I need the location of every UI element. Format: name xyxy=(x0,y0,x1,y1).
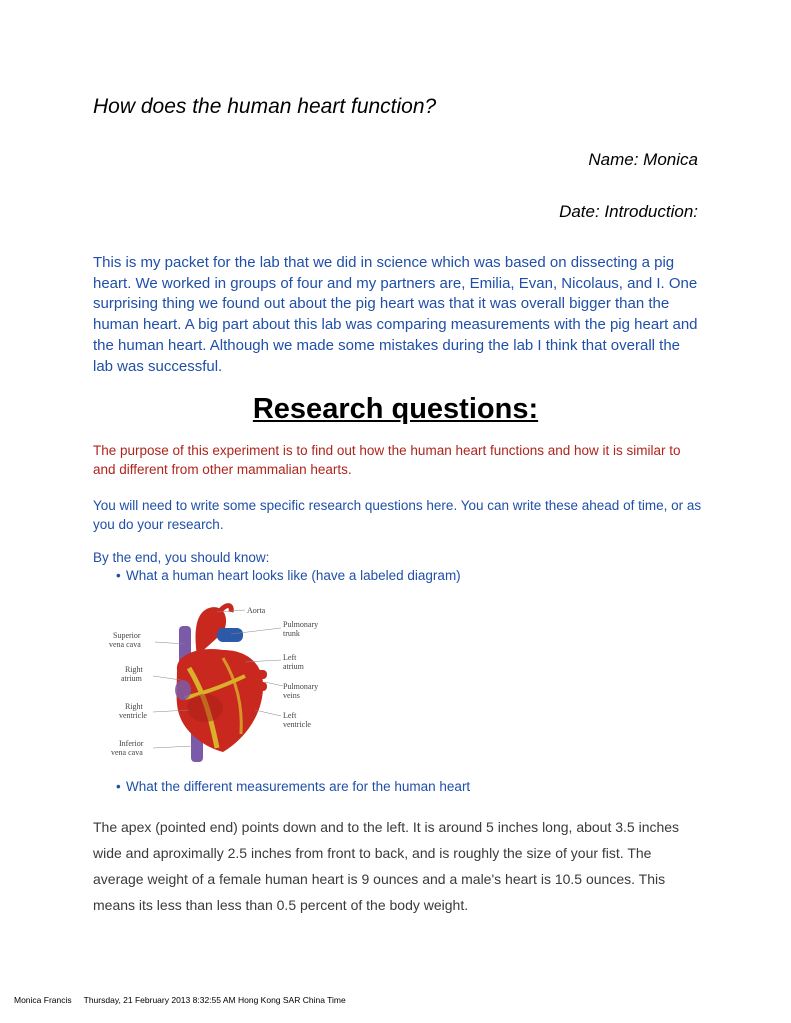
svg-text:Pulmonarytrunk xyxy=(283,620,318,638)
bullet-icon: • xyxy=(116,779,121,794)
label-right-atrium-2: atrium xyxy=(121,674,142,683)
date-line: Date: Introduction: xyxy=(559,202,698,221)
label-right-atrium-1: Right xyxy=(125,665,143,674)
label-left-atrium-2: atrium xyxy=(283,662,304,671)
bullet-text: What the different measurements are for the human heart xyxy=(126,779,471,794)
list-item xyxy=(116,779,470,794)
svg-text:Inferiorvena cava xyxy=(111,739,144,757)
svg-text:Leftatrium xyxy=(283,653,305,671)
label-pulmonary-trunk-1: Pulmonary xyxy=(283,620,319,629)
bullet-text: What a human heart looks like (have a labeled diagram) xyxy=(126,568,461,583)
svg-text:Leftventricle xyxy=(283,711,311,729)
footer-timestamp: Thursday, 21 February 2013 8:32:55 AM Hong Kong SAR China Time xyxy=(83,995,346,1005)
introduction-paragraph: This is my packet for the lab that we did in science which was based on dissecting a pig heart. We worked in groups of four and my partners are, Emilia, Evan, Nicolaus, and I. One surprising thing we found out about the pig heart was that it was overall bigger than the human heart. A big part about this lab was comparing measurements with the pig heart and the human heart. Although we made some mistakes during the lab I think that overall the lab was successful. xyxy=(93,254,698,375)
footer-author: Monica Francis xyxy=(14,995,72,1005)
svg-text:Superiorvena cava xyxy=(109,631,141,649)
instructions-paragraph: You will need to write some specific research questions here. You can write these ahead of time, or as you do your research. xyxy=(93,498,702,532)
label-inferior-vena-cava-2: vena cava xyxy=(111,748,143,757)
page-footer xyxy=(14,995,346,1005)
student-name: Name: Monica xyxy=(588,150,698,169)
label-superior-vena-cava-2: vena cava xyxy=(109,640,141,649)
purpose-paragraph: The purpose of this experiment is to find out how the human heart functions and how it is similar to and different from other mammalian hearts. xyxy=(93,443,681,477)
by-end-label: By the end, you should know: xyxy=(93,550,270,565)
heart-facts-paragraph: The apex (pointed end) points down and to the left. It is around 5 inches long, about 3.5 inches wide and aproximally 2.5 inches from front to back, and is roughly the size of your fist. The average weight of a female human heart is 9 ounces and a male's heart is 10.5 ounces. This means its less than less than 0.5 percent of the body weight. xyxy=(93,819,680,913)
label-aorta: Aorta xyxy=(247,606,266,615)
pulmonary-trunk-shape xyxy=(217,628,243,642)
label-pulmonary-trunk-2: trunk xyxy=(283,629,300,638)
svg-text:Rightatrium xyxy=(121,665,144,683)
label-left-atrium-1: Left xyxy=(283,653,297,662)
heart-diagram-image xyxy=(105,598,335,766)
label-right-ventricle-2: ventricle xyxy=(119,711,147,720)
label-right-ventricle-1: Right xyxy=(125,702,143,711)
bullet-icon: • xyxy=(116,568,121,583)
label-pulmonary-veins-2: veins xyxy=(283,691,300,700)
page-title: How does the human heart function? xyxy=(93,95,437,118)
research-questions-heading: Research questions: xyxy=(252,393,539,425)
svg-text:Aorta xyxy=(247,606,266,615)
label-pulmonary-veins-1: Pulmonary xyxy=(283,682,319,691)
label-inferior-vena-cava-1: Inferior xyxy=(119,739,144,748)
label-left-ventricle-2: ventricle xyxy=(283,720,311,729)
svg-text:Pulmonaryveins xyxy=(283,682,318,700)
label-superior-vena-cava-1: Superior xyxy=(113,631,141,640)
label-left-ventricle-1: Left xyxy=(283,711,297,720)
list-item xyxy=(116,568,461,583)
svg-text:Rightventricle xyxy=(119,702,147,720)
